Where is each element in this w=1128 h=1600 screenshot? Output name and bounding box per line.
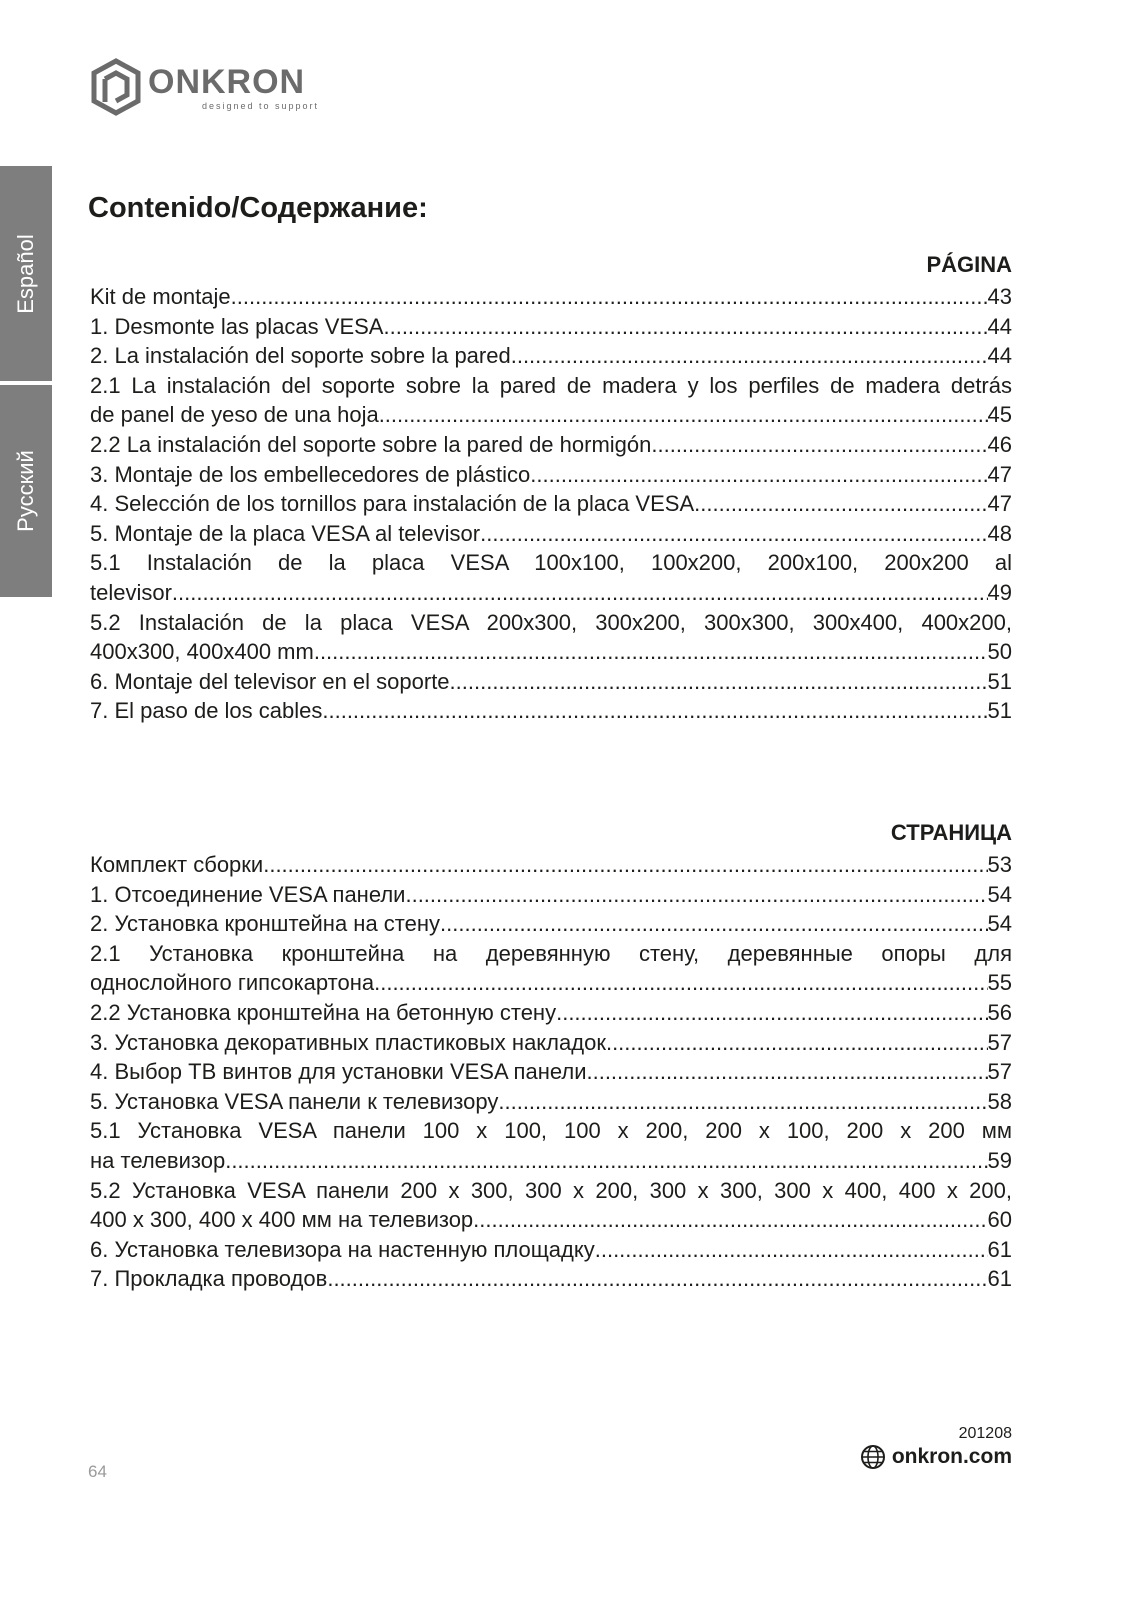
toc-page-number: 54 [987, 881, 1012, 907]
toc-entry-text-line: 5.2 Установка VESA панели 200 x 300, 300 x 200, 300 x 300, 300 x 400, 400 x 200, [90, 1177, 1012, 1203]
toc-entry-line [90, 460, 1012, 490]
toc-dot-leader [263, 850, 987, 880]
page-title: Contenido/Содержание: [88, 192, 428, 224]
toc-entry-line [90, 519, 1012, 549]
toc-entry[interactable] [90, 519, 1012, 549]
toc-entry-line [90, 489, 1012, 519]
toc-dot-leader [511, 341, 988, 371]
toc-page-number: 47 [987, 491, 1012, 517]
side-tab-russian[interactable] [0, 385, 52, 597]
toc-entry-text: televisor [90, 579, 172, 605]
toc-entry-text-line: 5.1 Instalación de la placa VESA 100x100, 100x200, 200x100, 200x200 al [90, 550, 1012, 576]
toc-entry-line [90, 880, 1012, 910]
toc-entry[interactable] [90, 460, 1012, 490]
toc-entry[interactable] [90, 850, 1012, 880]
toc-entry-line [90, 312, 1012, 342]
toc-dot-leader [606, 1028, 988, 1058]
toc-page-number: 48 [987, 520, 1012, 546]
toc-entry-line [90, 1264, 1012, 1294]
toc-entry[interactable] [90, 1264, 1012, 1294]
toc-page-number: 54 [987, 911, 1012, 937]
toc-entry[interactable] [90, 998, 1012, 1028]
toc-dot-leader [473, 1205, 987, 1235]
toc-page-number: 47 [987, 461, 1012, 487]
toc-entry-line [90, 1057, 1012, 1087]
toc-dot-leader [651, 430, 987, 460]
toc-page-number: 59 [987, 1147, 1012, 1173]
toc-entry[interactable] [90, 312, 1012, 342]
brand-name: ONKRON [148, 63, 306, 101]
onkron-logo-icon [90, 58, 142, 116]
toc-entry-text-line: 5.1 Установка VESA панели 100 x 100, 100 x 200, 200 x 100, 200 x 200 мм [90, 1118, 1012, 1144]
toc-entry-text: 2. Установка кронштейна на стену [90, 911, 441, 937]
toc-entry-line [90, 696, 1012, 726]
toc-entry-line [90, 282, 1012, 312]
toc-entry-text: 7. El paso de los cables [90, 698, 323, 724]
toc-entry-line [90, 850, 1012, 880]
toc-entry-line [90, 998, 1012, 1028]
toc-dot-leader [225, 1146, 987, 1176]
toc-entry-line [90, 341, 1012, 371]
toc-entry[interactable] [90, 1028, 1012, 1058]
toc-russian [90, 816, 1012, 1294]
toc-page-number: 57 [987, 1059, 1012, 1085]
toc-entry-line [90, 578, 1012, 608]
toc-entry-text: 1. Отсоединение VESA панели [90, 881, 406, 907]
toc-entry-line [90, 1028, 1012, 1058]
toc-page-number: 61 [987, 1236, 1012, 1262]
toc-entry[interactable] [90, 371, 1012, 430]
toc-entry-text: Комплект сборки [90, 852, 264, 877]
website-url: onkron.com [891, 1445, 1012, 1468]
toc-entry[interactable] [90, 1087, 1012, 1117]
document-code: 201208 [958, 1425, 1012, 1442]
toc-entry[interactable] [90, 1057, 1012, 1087]
toc-entry-line [90, 909, 1012, 939]
toc-entry-text: 1. Desmonte las placas VESA [90, 313, 384, 339]
onkron-logo [90, 58, 330, 116]
toc-entry-text: однослойного гипсокартона [90, 970, 375, 996]
globe-icon [860, 1444, 886, 1470]
toc-page-number: 56 [987, 999, 1012, 1025]
toc-entry-line [90, 968, 1012, 998]
side-tab-label: Español [13, 233, 38, 314]
toc-entry-text: 400 x 300, 400 x 400 мм на телевизор [90, 1207, 474, 1233]
toc-entry[interactable] [90, 667, 1012, 697]
toc-entry[interactable] [90, 548, 1012, 607]
toc-entry-text: Kit de montaje [90, 284, 231, 309]
toc-page-number: 51 [987, 668, 1012, 694]
toc-entry-text: 4. Selección de los tornillos para instalación de la placa VESA [90, 491, 695, 517]
toc-entry[interactable] [90, 1116, 1012, 1175]
toc-entry-line [90, 1146, 1012, 1176]
toc-entry-text: de panel de yeso de una hoja [90, 402, 379, 428]
toc-entry[interactable] [90, 939, 1012, 998]
toc-page-number: 58 [987, 1088, 1012, 1114]
toc-entry[interactable] [90, 1235, 1012, 1265]
toc-page-number: 44 [987, 313, 1012, 339]
toc-entry-text: 3. Montaje de los embellecedores de plástico [90, 461, 531, 487]
toc-entry-line [90, 430, 1012, 460]
toc-entry-text: 5. Montaje de la placa VESA al televisor [90, 520, 481, 546]
toc-page-number: 43 [987, 284, 1012, 309]
toc-entry-text: 7. Прокладка проводов [90, 1266, 328, 1292]
toc-entry-text: 3. Установка декоративных пластиковых накладок [90, 1029, 606, 1055]
toc-entry[interactable] [90, 608, 1012, 667]
toc-spanish [90, 248, 1012, 726]
toc-entry-line [90, 637, 1012, 667]
toc-entry[interactable] [90, 341, 1012, 371]
toc-dot-leader [172, 578, 988, 608]
toc-page-number: 60 [987, 1207, 1012, 1233]
toc-entry-text: 6. Montaje del televisor en el soporte [90, 668, 450, 694]
toc-page-number: 57 [987, 1029, 1012, 1055]
toc-dot-leader [405, 880, 987, 910]
toc-entry-text-line: 5.2 Instalación de la placa VESA 200x300, 300x200, 300x300, 300x400, 400x200, [90, 609, 1012, 635]
toc-entry[interactable] [90, 282, 1012, 312]
toc-entry[interactable] [90, 880, 1012, 910]
toc-dot-leader [595, 1235, 988, 1265]
footer-website[interactable] [860, 1443, 1012, 1471]
column-header-stranitsa: СТРАНИЦА [890, 820, 1012, 845]
toc-page-number: 50 [987, 639, 1012, 665]
toc-dot-leader [450, 667, 988, 697]
toc-entry-text-line: 2.1 Установка кронштейна на деревянную стену, деревянные опоры для [90, 940, 1012, 966]
toc-entry-text: 4. Выбор ТВ винтов для установки VESA панели [90, 1059, 587, 1085]
toc-entry-line [90, 1087, 1012, 1117]
toc-page-number: 55 [987, 970, 1012, 996]
toc-dot-leader [530, 460, 987, 490]
toc-entry-text: 5. Установка VESA панели к телевизору [90, 1088, 499, 1114]
toc-entry-text: 2. La instalación del soporte sobre la pared [90, 343, 511, 369]
brand-tagline: designed to support [202, 101, 320, 111]
toc-entry-line [90, 1235, 1012, 1265]
page-number: 64 [88, 1462, 107, 1481]
toc-dot-leader [586, 1057, 987, 1087]
toc-page-number: 49 [987, 579, 1012, 605]
toc-dot-leader [498, 1087, 987, 1117]
toc-dot-leader [480, 519, 987, 549]
toc-dot-leader [322, 696, 987, 726]
toc-page-number: 44 [987, 343, 1012, 369]
toc-dot-leader [379, 400, 988, 430]
toc-entry[interactable] [90, 1176, 1012, 1235]
toc-dot-leader [383, 312, 987, 342]
toc-entry-line [90, 667, 1012, 697]
column-header-pagina: PÁGINA [926, 252, 1012, 277]
toc-entry-text: на телевизор [90, 1147, 226, 1173]
side-tab-spanish[interactable] [0, 166, 52, 381]
toc-entry-line [90, 400, 1012, 430]
toc-page-number: 51 [987, 698, 1012, 724]
toc-entry-text: 2.2 Установка кронштейна на бетонную стену [90, 999, 557, 1025]
toc-dot-leader [440, 909, 988, 939]
toc-dot-leader [327, 1264, 987, 1294]
toc-dot-leader [231, 282, 988, 312]
toc-dot-leader [694, 489, 987, 519]
toc-entry-text: 6. Установка телевизора на настенную площадку [90, 1236, 595, 1262]
toc-entry[interactable] [90, 489, 1012, 519]
toc-dot-leader [556, 998, 987, 1028]
side-tab-label: Русский [13, 450, 38, 532]
toc-entry-text-line: 2.1 La instalación del soporte sobre la pared de madera y los perfiles de madera detrás [90, 372, 1012, 398]
toc-entry[interactable] [90, 909, 1012, 939]
toc-dot-leader [374, 968, 987, 998]
toc-dot-leader [314, 637, 988, 667]
toc-entry[interactable] [90, 696, 1012, 726]
toc-page-number: 53 [987, 852, 1012, 877]
toc-page-number: 45 [987, 402, 1012, 428]
toc-entry-line [90, 1205, 1012, 1235]
toc-page-number: 46 [987, 431, 1012, 457]
toc-entry-text: 2.2 La instalación del soporte sobre la pared de hormigón [90, 431, 652, 457]
toc-entry-text: 400x300, 400x400 mm [90, 639, 314, 665]
toc-page-number: 61 [987, 1266, 1012, 1292]
toc-entry[interactable] [90, 430, 1012, 460]
